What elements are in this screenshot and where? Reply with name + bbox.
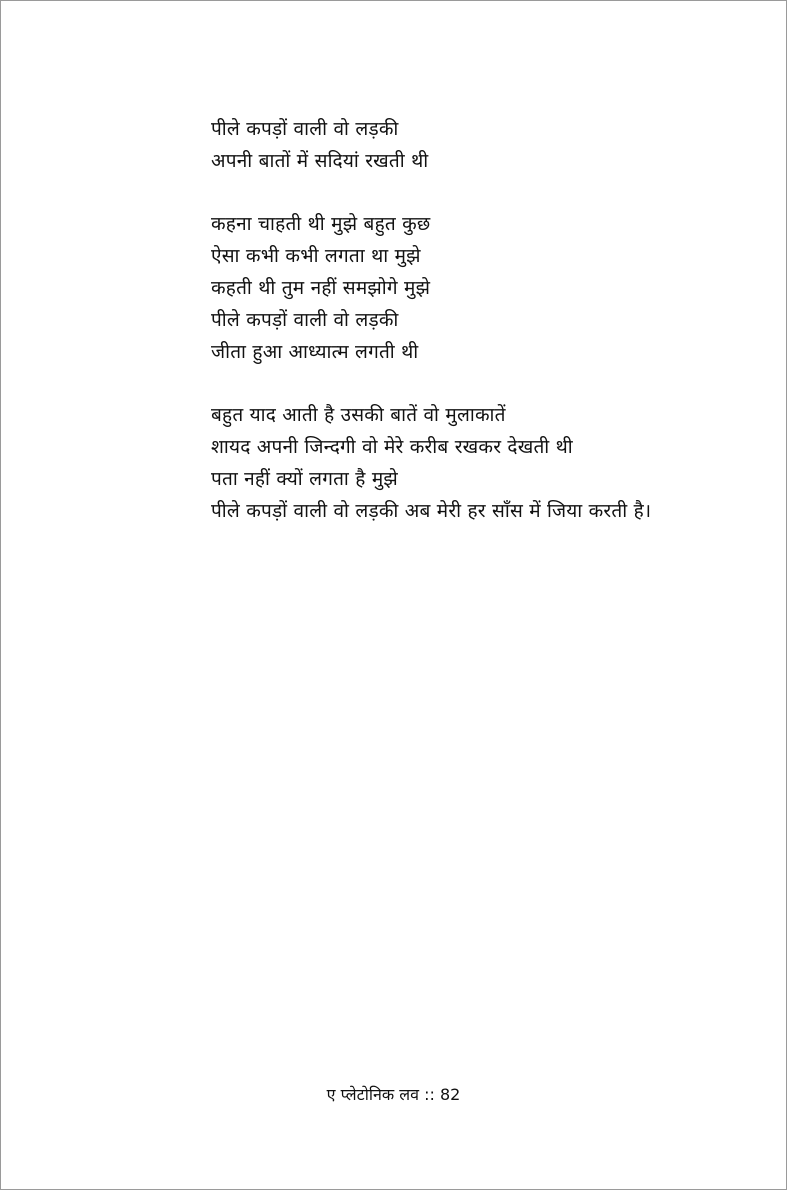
page-footer: ए प्लेटोनिक लव :: 82 (326, 1085, 461, 1104)
poem-line: पीले कपड़ों वाली वो लड़की (211, 118, 399, 140)
poem-line: ऐसा कभी कभी लगता था मुझे (211, 245, 421, 267)
stanza-1 (211, 113, 751, 177)
poem-line: शायद अपनी जिन्दगी वो मेरे करीब रखकर देखती थी (211, 436, 573, 458)
poem-line: बहुत याद आती है उसकी बातें वो मुलाकातें (211, 404, 506, 426)
stanza-3 (211, 399, 751, 527)
poem-line: कहना चाहती थी मुझे बहुत कुछ (211, 213, 431, 235)
poem-line: अपनी बातों में सदियां रखती थी (211, 150, 429, 172)
poem-line: पता नहीं क्यों लगता है मुझे (211, 468, 398, 490)
poem-line: जीता हुआ आध्यात्म लगती थी (211, 341, 419, 363)
poem-line: पीले कपड़ों वाली वो लड़की (211, 309, 399, 331)
poem-line: कहती थी तुम नहीं समझोगे मुझे (211, 277, 431, 299)
stanza-2 (211, 208, 751, 368)
poem-body (211, 113, 751, 558)
poem-line: पीले कपड़ों वाली वो लड़की अब मेरी हर साँस में जिया करती है। (211, 500, 652, 522)
